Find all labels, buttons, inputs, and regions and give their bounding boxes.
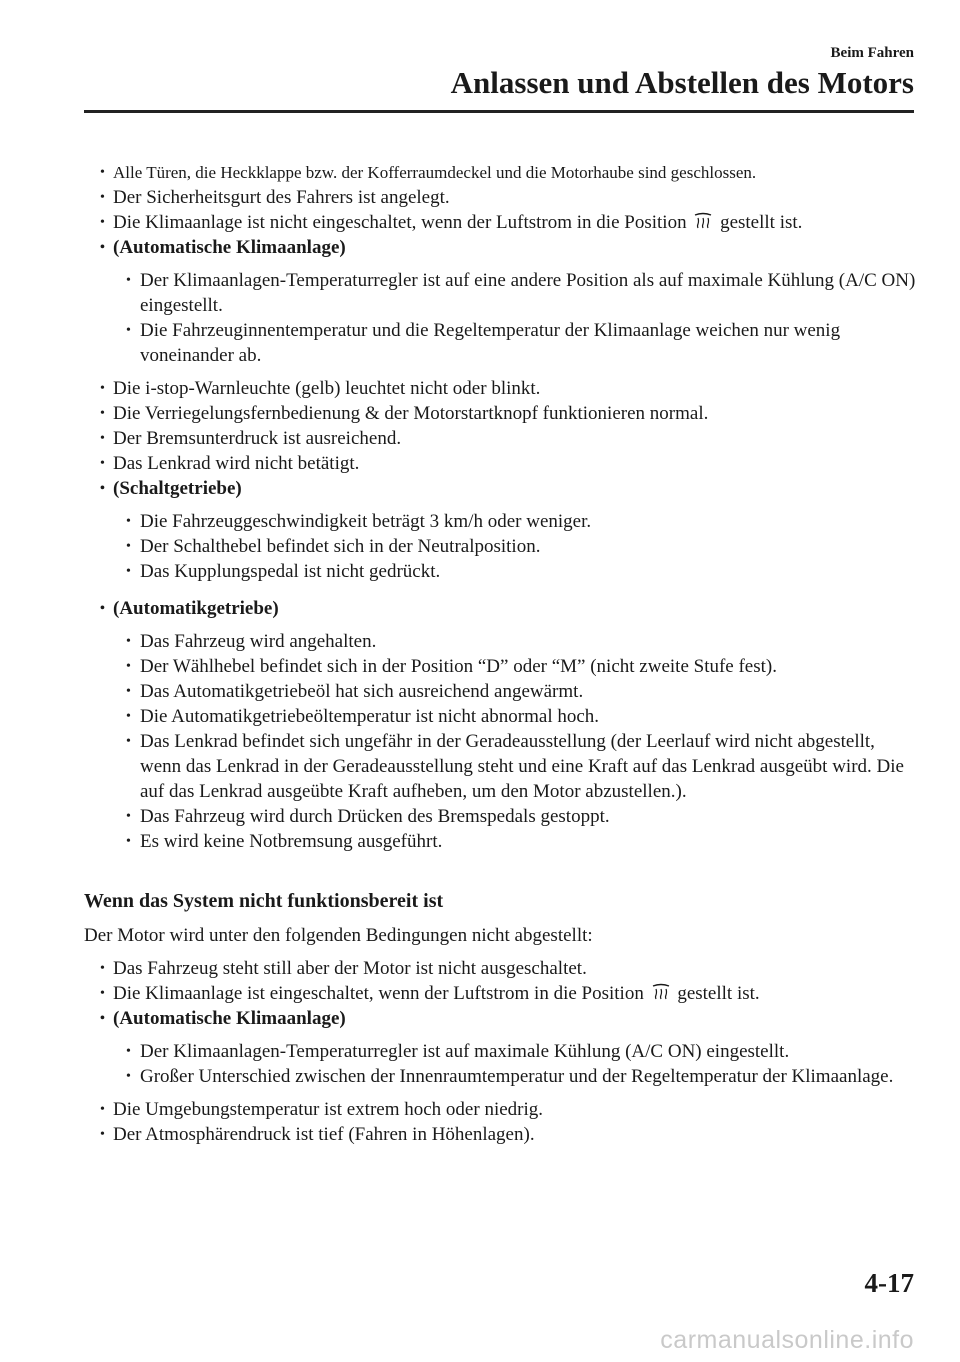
sub-list-item: • Der Schalthebel befindet sich in der Neutralposition. [108,534,919,559]
list-item: • Alle Türen, die Heckklappe bzw. der Kofferraumdeckel und die Motorhaube sind geschlossen. [84,160,919,185]
sub-list-item: • Die Fahrzeuggeschwindigkeit beträgt 3 km/h oder weniger. [108,509,919,534]
list-item: • Das Lenkrad wird nicht betätigt. [84,451,919,476]
list-item: • (Schaltgetriebe) [84,476,919,501]
list-item: • (Automatische Klimaanlage) [84,1006,919,1031]
sub-list-item: • Die Automatikgetriebeöltemperatur ist nicht abnormal hoch. [108,704,919,729]
sub-list [108,629,919,854]
sub-list-item: • Der Wählhebel befindet sich in der Position “D” oder “M” (nicht zweite Stufe fest). [108,654,919,679]
list-item: • Die i-stop-Warnleuchte (gelb) leuchtet nicht oder blinkt. [84,376,919,401]
page-content [84,160,919,1147]
list-item: • Der Bremsunterdruck ist ausreichend. [84,426,919,451]
header-divider [84,110,914,113]
sub-list-item: • Der Klimaanlagen-Temperaturregler ist auf maximale Kühlung (A/C ON) eingestellt. [108,1039,919,1064]
section-heading: Wenn das System nicht funktionsbereit ist [84,890,444,912]
page-number: 4-17 [864,1268,914,1298]
list-item [84,981,919,1006]
list-item: • (Automatikgetriebe) [84,596,919,621]
item-text: gestellt ist. [720,212,803,233]
sub-list-item: • Die Fahrzeuginnentemperatur und die Regeltemperatur der Klimaanlage weichen nur wenig voneinander ab. [108,318,919,368]
page-header [451,44,914,100]
sub-list [108,1039,919,1089]
watermark: carmanualsonline.info [660,1326,914,1354]
sub-list-item: • Der Klimaanlagen-Temperaturregler ist auf eine andere Position als auf maximale Kühlung (A/C ON) eingestellt. [108,268,919,318]
sub-list-item: • Das Fahrzeug wird angehalten. [108,629,919,654]
sub-list-item: • Das Kupplungspedal ist nicht gedrückt. [108,559,919,584]
item-text: Die Klimaanlage ist nicht eingeschaltet, wenn der Luftstrom in die Position [113,212,687,233]
list-item: • (Automatische Klimaanlage) [84,235,919,260]
sub-list [108,509,919,584]
page-title: Anlassen und Abstellen des Motors [450,65,914,100]
section-label: Beim Fahren [830,45,914,61]
list-item: • Der Atmosphärendruck ist tief (Fahren in Höhenlagen). [84,1122,919,1147]
item-text: Die Klimaanlage ist eingeschaltet, wenn der Luftstrom in die Position [113,983,644,1004]
sub-list-item: • Das Automatikgetriebeöl hat sich ausreichend angewärmt. [108,679,919,704]
sub-list-item: • Das Fahrzeug wird durch Drücken des Bremspedals gestoppt. [108,804,919,829]
intro-paragraph: Der Motor wird unter den folgenden Bedingungen nicht abgestellt: [84,925,593,946]
list-item: • Die Verriegelungsfernbedienung & der Motorstartknopf funktionieren normal. [84,401,919,426]
sub-list-item: • Großer Unterschied zwischen der Innenraumtemperatur und der Regeltemperatur der Klimaanlage. [108,1064,919,1089]
sub-list-item: • Das Lenkrad befindet sich ungefähr in der Geradeausstellung (der Leerlauf wird nicht abgestellt, wenn das Lenkrad in der Geradeausstellung steht und eine Kraft auf das Lenkrad ausgeübt wird. Die auf das Lenkrad ausgeübte Kraft aufheben, um den Motor abzustellen.). [108,729,919,804]
list-item: • Die Umgebungstemperatur ist extrem hoch oder niedrig. [84,1097,919,1122]
item-text: gestellt ist. [677,983,760,1004]
windshield-defroster-icon [693,212,713,230]
sub-list [108,268,919,368]
windshield-defroster-icon [651,983,671,1001]
list-item: • Das Fahrzeug steht still aber der Motor ist nicht ausgeschaltet. [84,956,919,981]
list-item [84,210,919,235]
list-item: • Der Sicherheitsgurt des Fahrers ist angelegt. [84,185,919,210]
sub-list-item: • Es wird keine Notbremsung ausgeführt. [108,829,919,854]
